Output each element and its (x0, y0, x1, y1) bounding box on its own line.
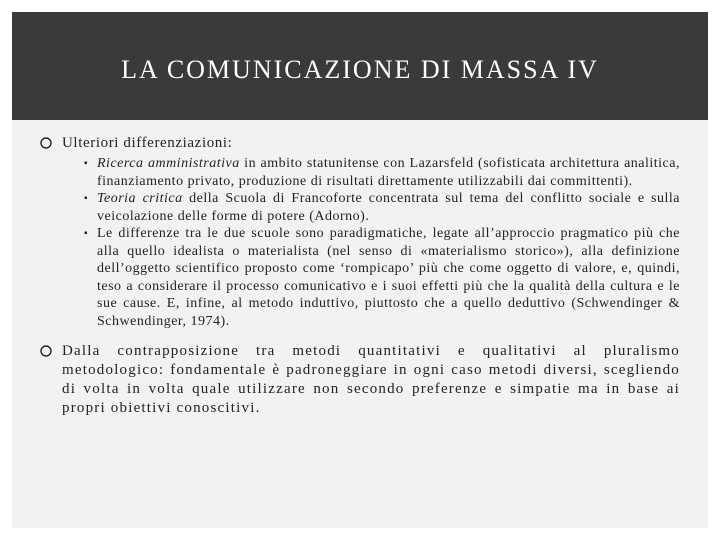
slide-content (40, 134, 680, 418)
sub-bullet-emphasis: Ricerca amministrativa (97, 156, 240, 171)
sub-bullet-item (84, 190, 680, 225)
bullet-item (40, 342, 680, 418)
circle-bullet-icon (40, 345, 52, 357)
bullet-text: Ulteriori differenziazioni: (62, 135, 233, 151)
bullet-text: Dalla contrapposizione tra metodi quantitativi e qualitativi al pluralismo metodologico: fondamentale è padroneggiare in ogni caso metodi diversi, scegliendo di volta in volta quale utilizzare non secondo preferenze e simpatie ma in base ai propri obiettivi conoscitivi. (62, 343, 680, 416)
circle-bullet-icon (40, 137, 52, 149)
sub-list (84, 155, 680, 330)
square-bullet-icon: ▪ (84, 193, 89, 204)
sub-bullet-item (84, 225, 680, 330)
bullet-item (40, 134, 680, 330)
sub-bullet-item (84, 155, 680, 190)
slide-title: LA COMUNICAZIONE DI MASSA IV (121, 55, 599, 84)
square-bullet-icon: ▪ (84, 158, 89, 169)
sub-bullet-text: in ambito statunitense con Lazarsfeld (sofisticata architettura analitica, finanziamento privato, produzione di risultati direttamente utilizzabili dai committenti). (97, 156, 680, 189)
slide (12, 12, 708, 528)
title-bar (12, 12, 708, 120)
sub-bullet-text: della Scuola di Francoforte concentrata sul tema del conflitto sociale e sulla veicolazione delle forme di potere (Adorno). (97, 191, 680, 224)
square-bullet-icon: ▪ (84, 228, 89, 239)
sub-bullet-emphasis: Teoria critica (97, 191, 183, 206)
sub-bullet-text: Le differenze tra le due scuole sono paradigmatiche, legate all’approccio pragmatico più che alla quello idealista o materialista (nel senso di «materialismo storico»), alla definizione dell’oggetto scientifico proposto come ‘rompicapo’ più che come oggetto di valore, e, quindi, teso a considerare il processo comunicativo e i suoi effetti più che la qualità della cultura e le sue cause. E, infine, al metodo induttivo, piuttosto che a quello deduttivo (Schwendinger & Schwendinger, 1974). (97, 226, 680, 329)
